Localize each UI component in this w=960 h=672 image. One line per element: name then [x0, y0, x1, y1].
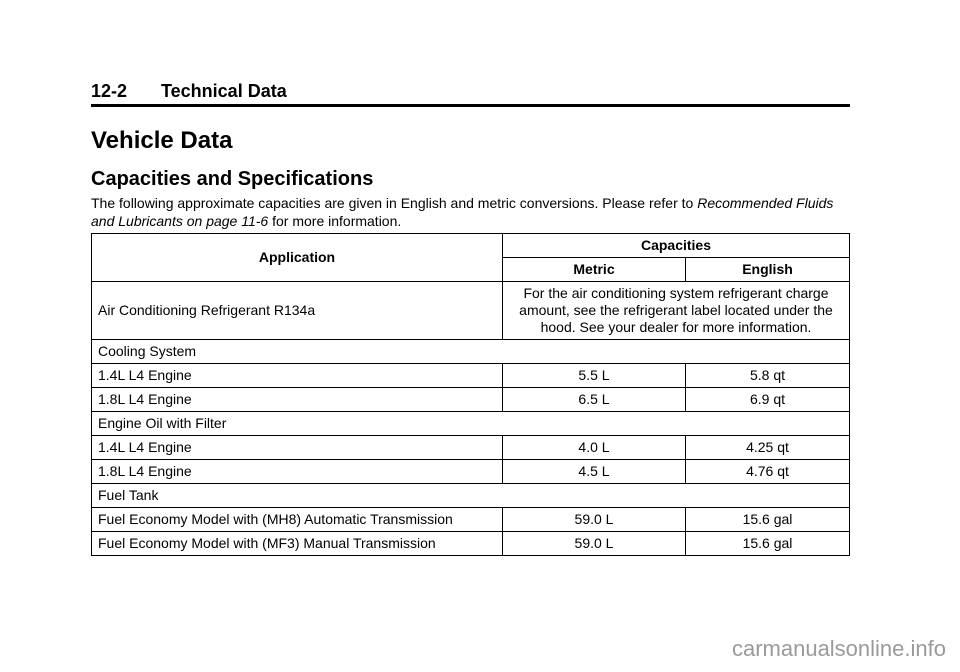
header-metric: Metric: [503, 258, 686, 282]
row-application: 1.8L L4 Engine: [92, 460, 503, 484]
row-english: 4.76 qt: [686, 460, 850, 484]
page-number: 12-2: [91, 81, 128, 101]
table-row: [92, 508, 850, 532]
group-row: [92, 484, 850, 508]
section-title: Technical Data: [161, 81, 287, 101]
page-header: [91, 80, 850, 107]
group-row: [92, 412, 850, 436]
table-row: [92, 460, 850, 484]
ac-note: For the air conditioning system refrigerant charge amount, see the refrigerant label located under the hood. See your dealer for more information.: [503, 282, 850, 340]
table-row: [92, 532, 850, 556]
row-metric: 5.5 L: [503, 364, 686, 388]
header-english: English: [686, 258, 850, 282]
table-row: [92, 282, 850, 340]
row-english: 6.9 qt: [686, 388, 850, 412]
ac-label: Air Conditioning Refrigerant R134a: [92, 282, 503, 340]
row-application: 1.4L L4 Engine: [92, 364, 503, 388]
section-subtitle: Capacities and Specifications: [91, 168, 374, 190]
row-metric: 59.0 L: [503, 532, 686, 556]
watermark: carmanualsonline.info: [731, 636, 946, 661]
row-metric: 4.0 L: [503, 436, 686, 460]
row-english: 5.8 qt: [686, 364, 850, 388]
intro-paragraph: [91, 194, 851, 230]
table-row: [92, 436, 850, 460]
group-label: Fuel Tank: [92, 484, 850, 508]
row-english: 15.6 gal: [686, 508, 850, 532]
row-english: 4.25 qt: [686, 436, 850, 460]
intro-text: The following approximate capacities are given in English and metric conversions. Please refer to: [91, 195, 698, 211]
cross-reference-link[interactable]: Recommended Fluids and Lubricants on page 11-6: [91, 195, 834, 229]
intro-tail: for more information.: [268, 213, 402, 229]
table-row: [92, 388, 850, 412]
table-header-row: [92, 234, 850, 258]
row-metric: 6.5 L: [503, 388, 686, 412]
row-application: 1.4L L4 Engine: [92, 436, 503, 460]
row-application: Fuel Economy Model with (MF3) Manual Transmission: [92, 532, 503, 556]
group-label: Cooling System: [92, 340, 850, 364]
row-application: Fuel Economy Model with (MH8) Automatic Transmission: [92, 508, 503, 532]
row-metric: 59.0 L: [503, 508, 686, 532]
row-metric: 4.5 L: [503, 460, 686, 484]
group-row: [92, 340, 850, 364]
header-application: Application: [92, 234, 503, 282]
table-row: [92, 364, 850, 388]
group-label: Engine Oil with Filter: [92, 412, 850, 436]
row-application: 1.8L L4 Engine: [92, 388, 503, 412]
page-title: Vehicle Data: [91, 127, 233, 154]
row-english: 15.6 gal: [686, 532, 850, 556]
header-capacities: Capacities: [503, 234, 850, 258]
capacities-table: [91, 233, 850, 556]
